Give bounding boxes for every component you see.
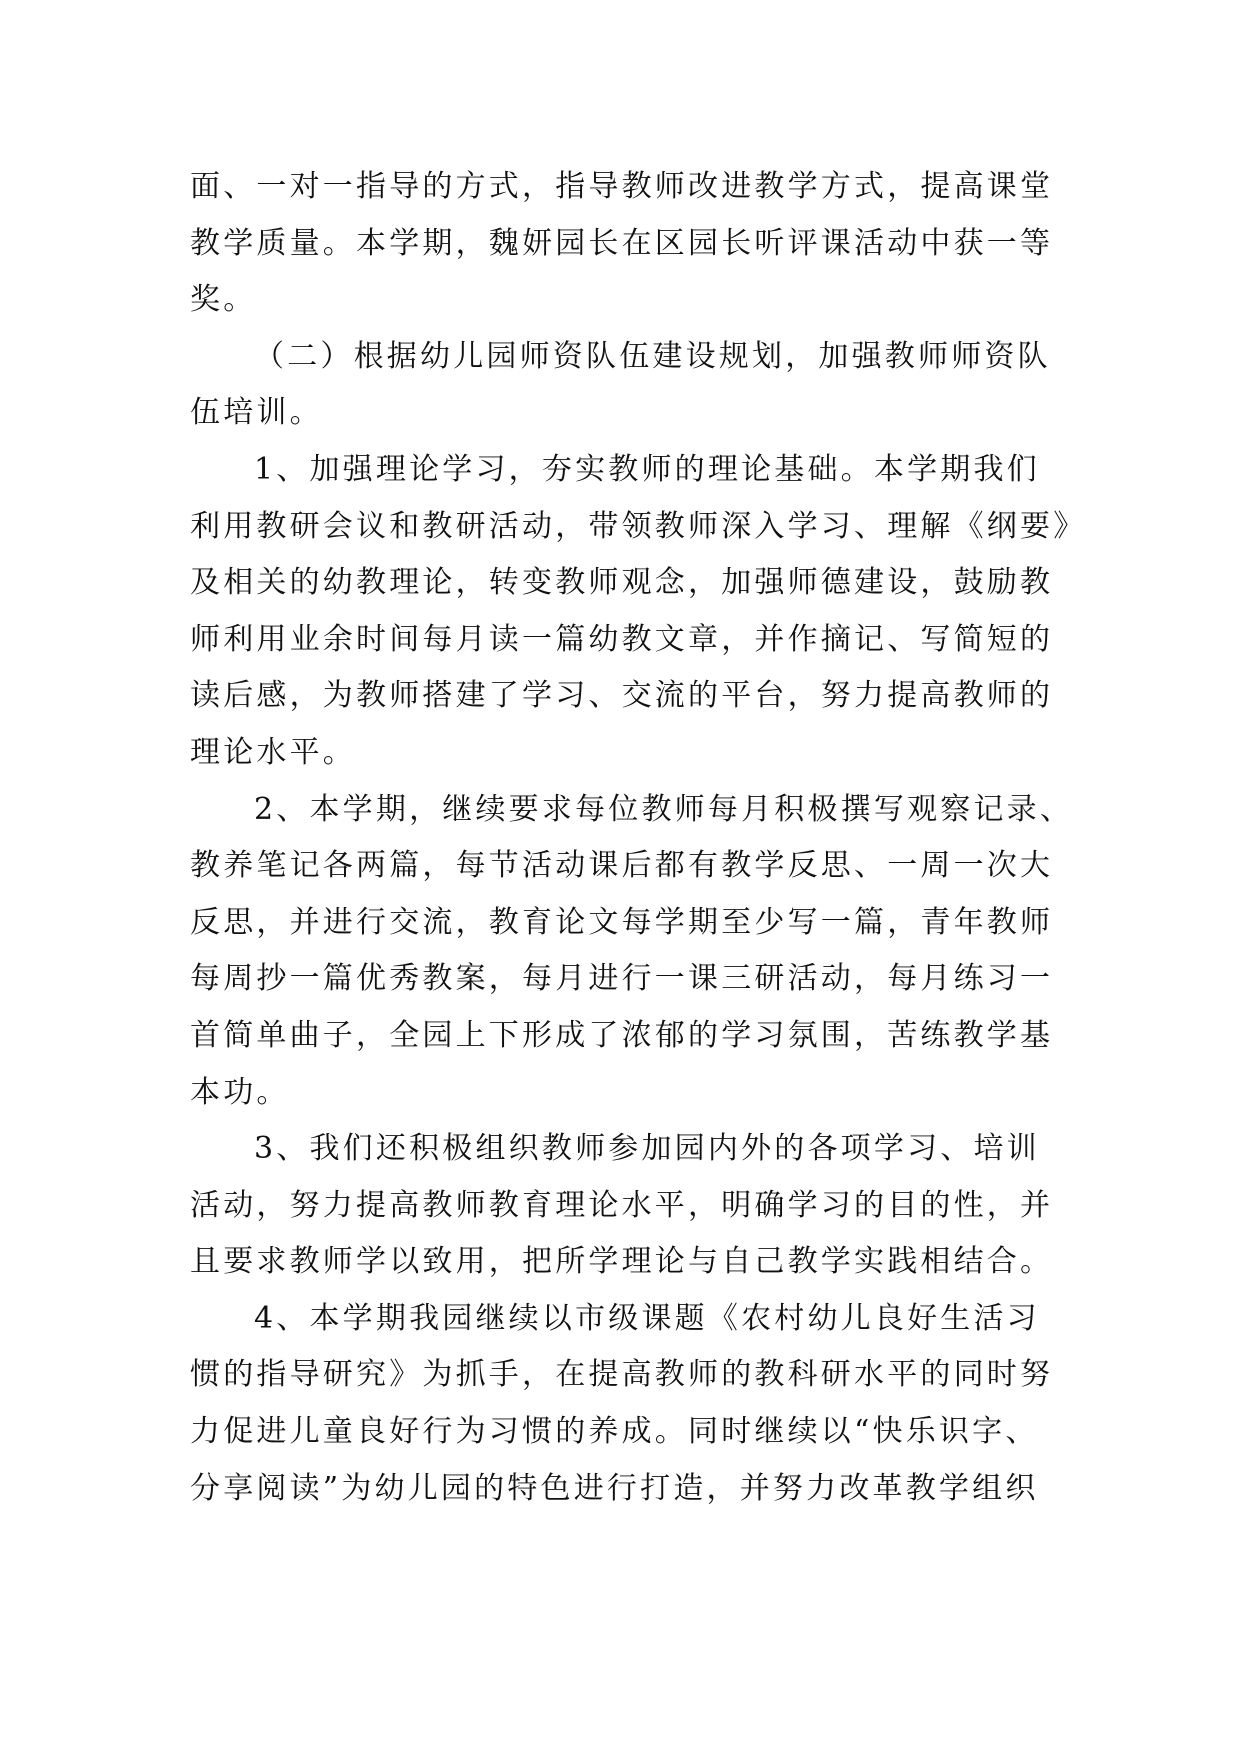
text-line: 惯的指导研究》为抓手，在提高教师的教科研水平的同时努 (190, 1357, 1054, 1393)
text-line: 教养笔记各两篇，每节活动课后都有教学反思、一周一次大 (190, 848, 1054, 884)
text-line: 奖。 (190, 282, 257, 318)
text-line: 反思，并进行交流，教育论文每学期至少写一篇，青年教师 (190, 904, 1054, 940)
text-line: 力促进儿童良好行为习惯的养成。同时继续以“快乐识字、 (190, 1414, 1039, 1450)
text-line: 首简单曲子，全园上下形成了浓郁的学习氛围，苦练教学基 (190, 1017, 1054, 1053)
paragraph-start: 2、本学期，继续要求每位教师每月积极撰写观察记录、 (254, 791, 1074, 827)
text-line: 读后感，为教师搭建了学习、交流的平台，努力提高教师的 (190, 678, 1054, 714)
text-line: 理论水平。 (190, 734, 356, 770)
paragraph-start: 1、加强理论学习，夯实教师的理论基础。本学期我们 (254, 451, 1040, 487)
text-line: 本功。 (190, 1074, 290, 1110)
paragraph-start: 3、我们还积极组织教师参加园内外的各项学习、培训 (254, 1131, 1040, 1167)
document-body (190, 159, 1087, 1517)
paragraph-start: 4、本学期我园继续以市级课题《农村幼儿良好生活习 (254, 1300, 1040, 1336)
text-line: 面、一对一指导的方式，指导教师改进教学方式，提高课堂 (190, 169, 1054, 204)
text-line: 及相关的幼教理论，转变教师观念，加强师德建设，鼓励教 (190, 565, 1054, 601)
text-line: 分享阅读”为幼儿园的特色进行打造，并努力改革教学组织 (190, 1470, 1039, 1506)
text-line: 伍培训。 (190, 395, 323, 431)
section-heading: （二）根据幼儿园师资队伍建设规划，加强教师师资队 (254, 338, 1051, 374)
text-line: 每周抄一篇优秀教案，每月进行一课三研活动，每月练习一 (190, 961, 1054, 997)
text-line: 师利用业余时间每月读一篇幼教文章，并作摘记、写简短的 (190, 621, 1054, 657)
text-line: 教学质量。本学期，魏妍园长在区园长听评课活动中获一等 (190, 225, 1054, 261)
text-line: 活动，努力提高教师教育理论水平，明确学习的目的性，并 (190, 1187, 1054, 1223)
text-line: 且要求教师学以致用，把所学理论与自己教学实践相结合。 (190, 1244, 1054, 1280)
text-line: 利用教研会议和教研活动，带领教师深入学习、理解《纲要》 (190, 508, 1087, 544)
